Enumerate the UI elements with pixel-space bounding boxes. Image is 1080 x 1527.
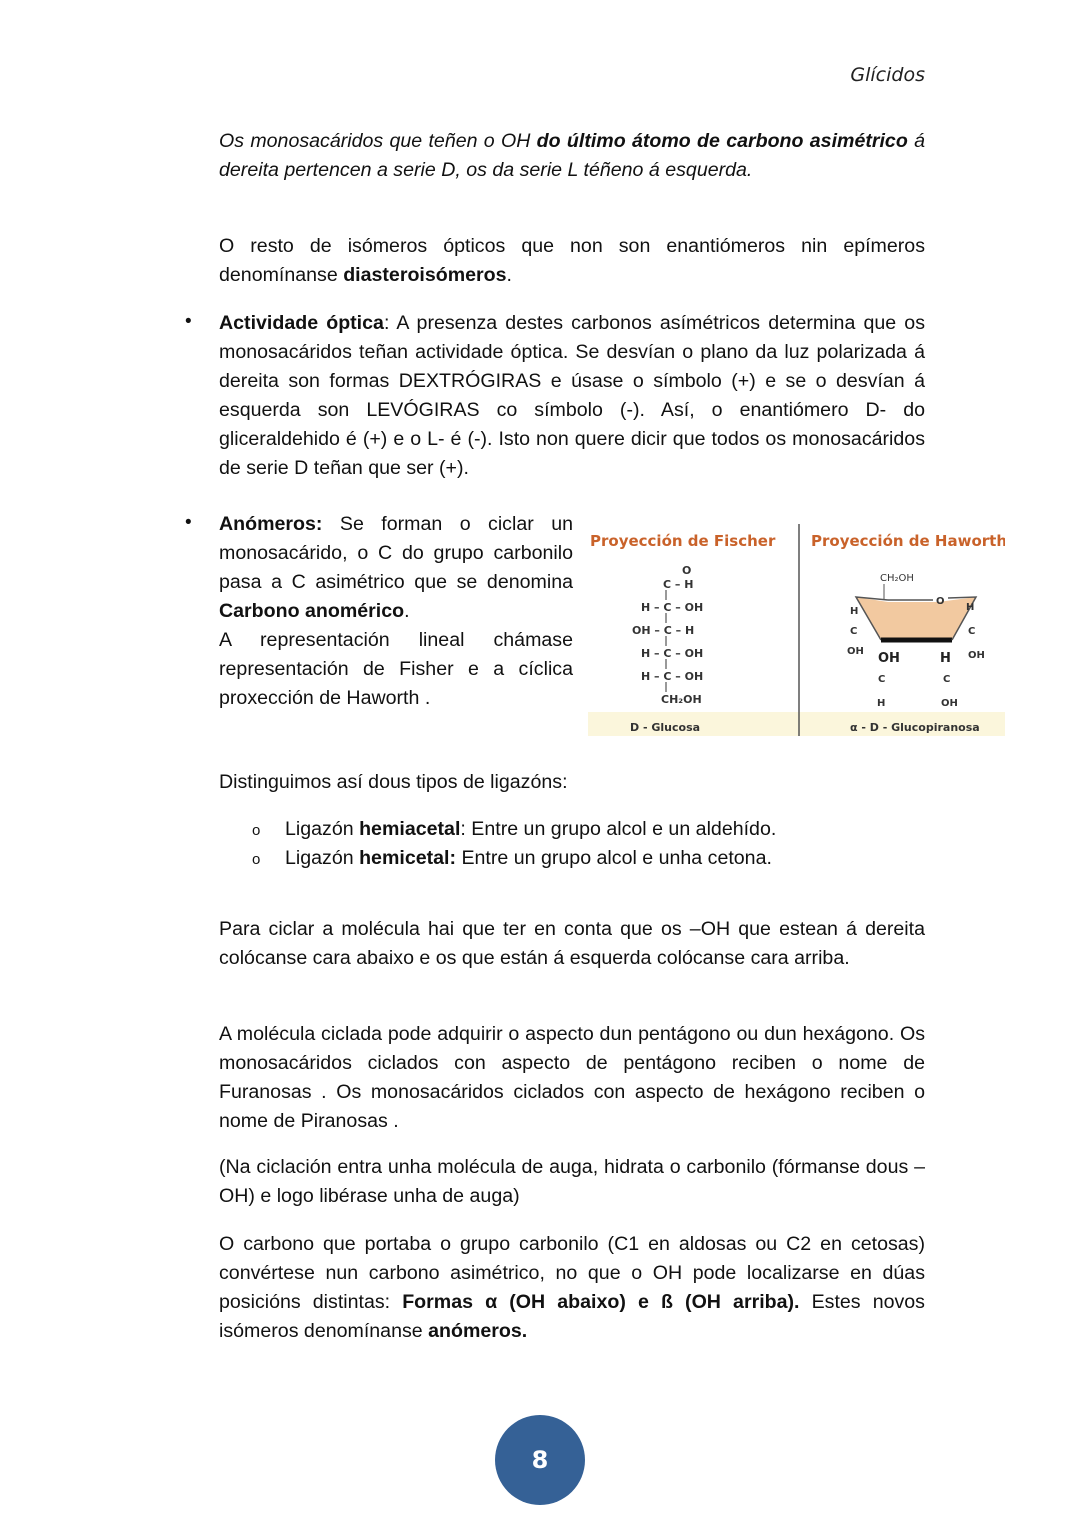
bullet-icon: • (185, 512, 192, 533)
paragraph-diasteroisomeros: O resto de isómeros ópticos que non son enantiómeros nin epímeros denomínanse diasteroisómeros. (219, 235, 925, 286)
haworth-projection (847, 573, 985, 709)
paragraph-furanosas-piranosas: A molécula ciclada pode adquirir o aspecto dun pentágono ou dun hexágono. Os monosacáridos ciclados con aspecto de pentágono reciben o nome de Furanosas . Os monosacáridos ciclados con aspecto de hexágono reciben o nome de Piranosas . (219, 1023, 925, 1132)
fischer-row: H – C – OH (641, 670, 704, 683)
haworth-title: Proyección de Haworth (811, 532, 1005, 550)
svg-text:H: H (940, 651, 951, 666)
paragraph-anomeros-formas: O carbono que portaba o grupo carbonilo (C1 en aldosas ou C2 en cetosas) convértese nun carbono asimétrico, no que o OH pode localizarse en dúas posicións distintas: Formas α (OH abaixo) e ß (OH arriba). Estes novos isómeros denomínanse anómeros. (219, 1233, 925, 1342)
fischer-row: H – C – OH (641, 647, 704, 660)
haworth-ring-oxygen: O (936, 596, 945, 607)
svg-text:H: H (966, 602, 975, 613)
paragraph-actividade-optica: Actividade óptica: A presenza destes carbonos asímétricos determina que os monosacáridos teñan actividade óptica. Se desvían o plano da luz polarizada á dereita son formas DEXTRÓGIRAS e úsase o símbolo (+) e se o desvían á esquerda son LEVÓGIRAS co símbolo (-). Así, o enantiómero D- do gliceraldehido é (+) e o L- é (-). Isto non quere dicir que todos os monosacáridos de serie D teñan que ser (+). (219, 312, 925, 479)
svg-text:H: H (877, 698, 886, 709)
sub-bullet-icon: o (252, 822, 261, 839)
fischer-bottom: CH₂OH (661, 693, 702, 706)
list-item-hemiacetal: Ligazón hemiacetal: Entre un grupo alcol e un aldehído. (285, 818, 777, 840)
list-item-hemicetal: Ligazón hemicetal: Entre un grupo alcol e unha cetona. (285, 847, 772, 869)
fischer-row: H – C – OH (641, 601, 704, 614)
paragraph-ciclacion: (Na ciclación entra unha molécula de auga, hidrata o carbonilo (fórmanse dous –OH) e logo libérase unha de auga) (219, 1156, 925, 1207)
svg-text:H: H (850, 606, 859, 617)
svg-text:OH: OH (878, 651, 900, 666)
fischer-caption: D - Glucosa (630, 721, 701, 734)
fischer-top-c: C – H (663, 578, 694, 591)
svg-text:C: C (968, 626, 976, 637)
svg-text:OH: OH (847, 646, 864, 657)
haworth-caption: α - D - Glucopiranosa (850, 721, 980, 734)
fischer-top-o: O (682, 564, 692, 577)
svg-text:OH: OH (941, 698, 958, 709)
paragraph-ciclar: Para ciclar a molécula hai que ter en conta que os –OH que estean á dereita colócanse cara abaixo e os que están á esquerda colócanse cara arriba. (219, 918, 925, 969)
page-number: 8 (495, 1415, 585, 1505)
fischer-row: OH – C – H (632, 624, 695, 637)
haworth-ch2oh: CH₂OH (880, 573, 914, 584)
bullet-icon: • (185, 311, 192, 332)
fischer-title: Proyección de Fischer (590, 532, 776, 550)
sub-bullet-icon: o (252, 851, 261, 868)
fischer-haworth-figure (588, 522, 1005, 736)
paragraph-series-d-l: Os monosacáridos que teñen o OH do último átomo de carbono asimétrico á dereita pertencen a serie D, os da serie L téñeno á esquerda. (219, 130, 925, 181)
svg-text:C: C (878, 674, 886, 685)
paragraph-tipos-ligazons: Distinguimos así dous tipos de ligazóns: (219, 771, 568, 793)
svg-text:C: C (943, 674, 951, 685)
paragraph-anomeros: Anómeros: Se forman o ciclar un monosacárido, o C do grupo carbonilo pasa a C asimétrico que se denomina Carbono anomérico. A representación lineal chámase representación de Fisher e a cíclica proxección de Haworth . (219, 513, 573, 709)
svg-text:OH: OH (968, 650, 985, 661)
fischer-projection (632, 564, 703, 706)
svg-text:C: C (850, 626, 858, 637)
page-header: Glícidos (850, 64, 925, 86)
